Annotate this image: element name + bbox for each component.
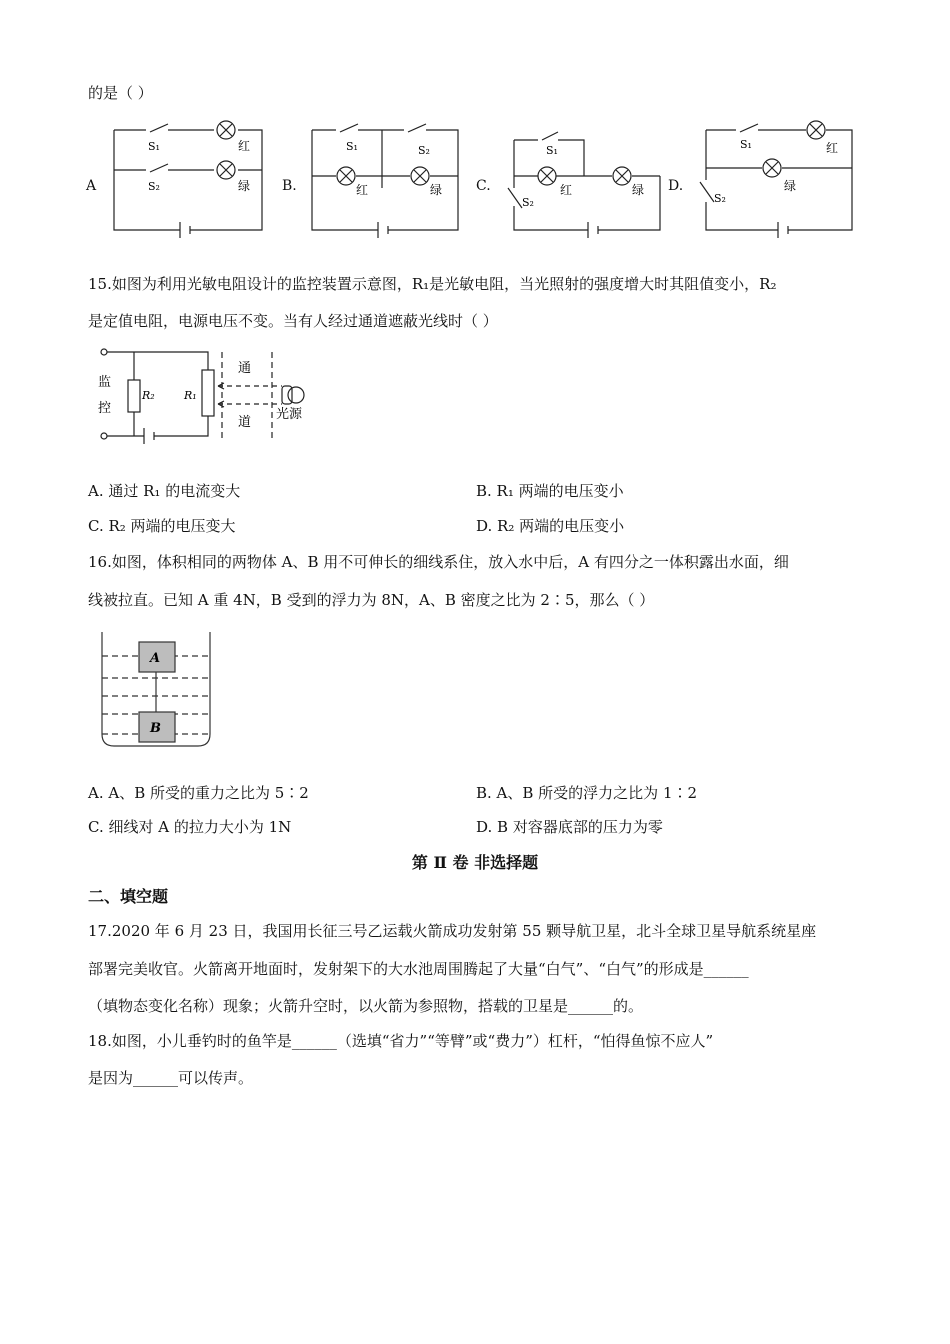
q17-line2: 部署完美收官。火箭离开地面时，发射架下的大水池周围腾起了大量“白气”、“白气”的形成是______ — [88, 960, 749, 978]
s1-label: S₁ — [546, 144, 558, 157]
q17-line1: 17.2020 年 6 月 23 日，我国用长征三号乙运载火箭成功发射第 55 颗导航卫星，北斗全球卫星导航系统星座 — [88, 922, 817, 940]
red-lamp-label: 红 — [826, 141, 839, 155]
q16-option-b[interactable]: B. A、B 所受的浮力之比为 1∶2 — [476, 784, 698, 802]
circuit-diagram-d — [696, 118, 860, 238]
section-subtitle: 二、填空题 — [88, 887, 169, 906]
q15-option-b[interactable]: B. R₁ 两端的电压变小 — [476, 482, 624, 500]
q16-stem-line1: 16.如图，体积相同的两物体 A、B 用不可伸长的细线系住，放入水中后，A 有四分之一体积露出水面，细 — [88, 553, 789, 571]
red-lamp-label: 红 — [356, 183, 369, 197]
q15-stem-line2: 是定值电阻，电源电压不变。当有人经过通道遮蔽光线时（ ） — [88, 312, 498, 330]
q16-stem-line2: 线被拉直。已知 A 重 4N，B 受到的浮力为 8N，A、B 密度之比为 2∶5，那么（ ） — [88, 591, 655, 609]
q15-option-a[interactable]: A. 通过 R₁ 的电流变大 — [88, 482, 241, 500]
q16-option-c[interactable]: C. 细线对 A 的拉力大小为 1N — [88, 818, 292, 836]
monitor-label-2: 控 — [98, 401, 112, 416]
s2-label: S₂ — [418, 144, 430, 157]
q15-option-c[interactable]: C. R₂ 两端的电压变大 — [88, 517, 236, 535]
light-source-label: 光源 — [276, 407, 303, 422]
block-b-label: B — [150, 721, 161, 736]
section-title: 第 Ⅱ 卷 非选择题 — [411, 853, 539, 872]
block-a-label: A — [150, 651, 161, 666]
q15-option-d[interactable]: D. R₂ 两端的电压变小 — [476, 517, 625, 535]
q18-line1: 18.如图，小儿垂钓时的鱼竿是______（选填“省力”“等臂”或“费力”）杠杆，“怕得鱼惊不应人” — [88, 1032, 714, 1050]
s2-label: S₂ — [714, 192, 726, 205]
q16-container-figure — [98, 630, 218, 750]
green-lamp-label: 绿 — [430, 183, 443, 197]
passage-label-1: 通 — [238, 361, 252, 376]
q18-line2: 是因为______可以传声。 — [88, 1069, 254, 1087]
red-lamp-label: 红 — [560, 183, 573, 197]
r1-label: R₁ — [184, 389, 197, 402]
s2-label: S₂ — [148, 180, 160, 193]
green-lamp-label: 绿 — [632, 183, 645, 197]
r2-label: R₂ — [142, 389, 155, 402]
q17-line3: （填物态变化名称）现象；火箭升空时，以火箭为参照物，搭载的卫星是______的。 — [88, 997, 644, 1015]
s2-label: S₂ — [522, 196, 534, 209]
monitor-label-1: 监 — [98, 375, 112, 390]
option-letter: B. — [282, 178, 297, 194]
option-letter: C. — [476, 178, 491, 194]
circuit-diagram-b — [306, 118, 466, 238]
passage-label-2: 道 — [238, 415, 252, 430]
s1-label: S₁ — [740, 138, 752, 151]
q16-option-d[interactable]: D. B 对容器底部的压力为零 — [476, 818, 663, 836]
option-letter: D. — [668, 178, 684, 194]
s1-label: S₁ — [346, 140, 358, 153]
circuit-diagram-c — [502, 118, 668, 238]
circuit-diagram-a — [106, 118, 266, 238]
q15-circuit-figure — [96, 342, 316, 448]
red-lamp-label: 红 — [238, 139, 251, 153]
q16-option-a[interactable]: A. A、B 所受的重力之比为 5∶2 — [88, 784, 309, 802]
q14-stem-tail: 的是（ ） — [88, 84, 153, 102]
option-letter: A — [86, 178, 97, 194]
q15-stem-line1: 15.如图为利用光敏电阻设计的监控装置示意图，R₁是光敏电阻，当光照射的强度增大时其阻值变小，R₂ — [88, 275, 777, 293]
s1-label: S₁ — [148, 140, 160, 153]
green-lamp-label: 绿 — [238, 179, 251, 193]
green-lamp-label: 绿 — [784, 179, 797, 193]
